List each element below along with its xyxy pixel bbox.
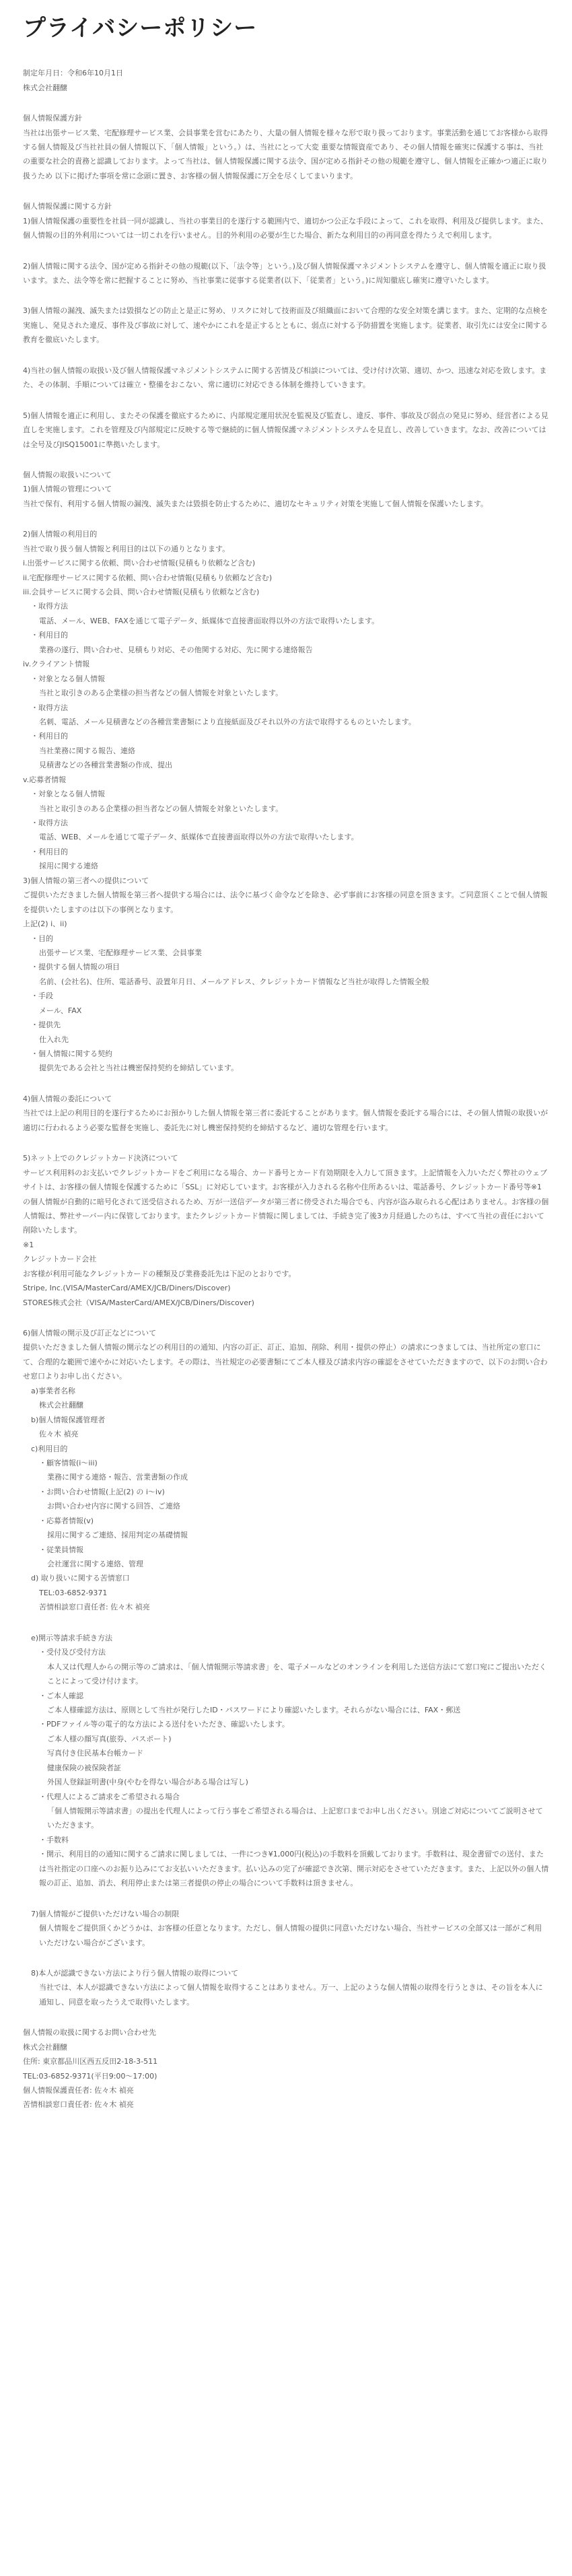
list-item: お客様が利用可能なクレジットカードの種類及び業務委託先は下記のとおりです。 — [23, 1269, 296, 1278]
list-item: ・目的 — [31, 934, 53, 943]
section-limitation — [23, 1907, 549, 1950]
section-heading: 個人情報保護方針 — [23, 114, 82, 123]
list-item: ・お問い合わせ情報(上記(2) の i〜iv) — [39, 1487, 165, 1496]
list-item: ・取得方法 — [31, 602, 68, 611]
list-item: d) 取り扱いに関する苦情窓口 — [31, 1574, 130, 1583]
list-item: a)事業者名称 — [31, 1386, 76, 1395]
list-item: ・ご本人確認 — [39, 1691, 83, 1700]
list-item: 電話、WEB、メールを通じて電子データ、紙媒体で直接書面取得以外の方法で取得いたします。 — [39, 833, 359, 842]
contact-complaint-manager: 苦情相談窓口責任者: 佐々木 禎亮 — [23, 2100, 134, 2110]
section-heading: 個人情報の取扱いについて — [23, 470, 112, 479]
list-item: ・手段 — [31, 991, 53, 1001]
policy-item-4: 4)当社の個人情報の取扱い及び個人情報保護マネジメントシステムに関する苦情及び相談については、受け付け次第、適切、かつ、迅速な対応を致します。また、その体制、手順については確立・整備をおこない、常に適切に対応できる体制を維持していきます。 — [23, 365, 547, 390]
section-handling-policy — [23, 199, 549, 242]
subsection-heading: 8)本人が認識できない方法により行う個人情報の取得について — [31, 1968, 239, 1978]
list-item: ・従業員情報 — [39, 1545, 83, 1554]
list-item: 佐々木 禎亮 — [39, 1430, 79, 1439]
list-item: ・開示、利用目的の通知に関するご請求に関しましては、一件につき¥1,000円(税込)の手数料を頂戴しております。手数料は、現金書留での送付、または当社指定の口座へのお振り込みにてお支払いいただきます。払い込みの完了が確認でき次第、開示対応をさせていただきます。また、上記以外の個人情報の訂正、追加、消去、利用停止または第三者提供の停止の場合について手数料は頂きません。 — [39, 1850, 549, 1888]
list-item: iii.会員サービスに関する会員、問い合わせ情報(見積もり依頼など含む) — [23, 588, 260, 596]
policy-meta — [23, 66, 549, 95]
list-item: 上記(2) i、ii) — [23, 919, 67, 929]
list-item: 苦情相談窓口責任者: 佐々木 禎亮 — [39, 1603, 150, 1612]
footnote-mark: ※1 — [23, 1240, 34, 1249]
list-item: 写真付き住民基本台帳カード — [47, 1749, 143, 1758]
list-item: ・提供する個人情報の項目 — [31, 963, 120, 972]
contact-heading: 個人情報の取扱に関するお問い合わせ先 — [23, 2028, 156, 2038]
policy-item-5: 5)個人情報を適正に利用し、またその保護を徹底するために、内部規定運用状況を監視及び監査し、違反、事件、事故及び弱点の発見に努め、経営者による見直しを実施します。これを管理及び内部規定に反映する等で継続的に個人情報保護マネジメントシステムを見直し、改善していきます。なお、改善についてはは全号及びJISQ15001に準拠いたします。 — [23, 411, 548, 449]
policy-item-2-block — [23, 259, 549, 288]
list-item: メール、FAX — [39, 1006, 82, 1015]
list-item: 会社運営に関する連絡、管理 — [47, 1560, 143, 1568]
list-item: ・取得方法 — [31, 703, 68, 712]
policy-item-2: 2)個人情報に関する法令、国が定める指針その他の規範(以下、「法令等」という。)及び個人情報保護マネジメントシステムを遵守し、個人情報を適正に取り扱います。また、法令等を常に把握することに努め、当社事業に従事する従業者(以下、「従業者」という。)に周知徹底し確実に遵守いたします。 — [23, 261, 546, 285]
subsection-heading: 3)個人情報の第三者への提供について — [23, 876, 149, 885]
list-item: ・受付及び受付方法 — [39, 1648, 106, 1657]
section-unrecognized-acquisition — [23, 1966, 549, 2009]
list-item: ・利用目的 — [31, 732, 68, 741]
subsection-heading: 7)個人情報がご提供いただけない場合の制限 — [31, 1909, 180, 1918]
list-item: 当社と取引きのある企業様の担当者などの個人情報を対象といたします。 — [39, 689, 283, 698]
subsection-heading: 4)個人情報の委託について — [23, 1094, 112, 1103]
list-item: 仕入れ先 — [39, 1035, 69, 1044]
section-contact — [23, 2025, 549, 2112]
list-item: ・個人情報に関する契約 — [31, 1049, 112, 1058]
section-body: 当社で保有、利用する個人情報の漏洩、滅失または毀損を防止するために、適切なセキュリティ対策を実施して個人情報を保護いたします。 — [23, 499, 489, 508]
company-name: 株式会社翻醸 — [23, 83, 67, 92]
list-item: 健康保険の被保険者証 — [47, 1763, 121, 1772]
subsection-heading: e)開示等請求手続き方法 — [31, 1633, 113, 1642]
section-heading: 個人情報保護に関する方針 — [23, 202, 112, 211]
enacted-date: 制定年月日：令和6年10月1日 — [23, 69, 123, 78]
list-item: ・取得方法 — [31, 819, 68, 827]
list-item: 名刺、電話、メール見積書などの各種営業書類により直接紙面及びそれ以外の方法で取得するものといたします。 — [39, 717, 416, 726]
list-item: ・提供先 — [31, 1020, 61, 1030]
section-disclosure — [23, 1326, 549, 1615]
list-item: 当社業務に関する報告、連絡 — [39, 746, 135, 755]
list-item: 提供先である会社と当社は機密保持契約を締結しています。 — [39, 1064, 239, 1073]
section-management — [23, 468, 549, 511]
list-item: 名前、(会社名)、住所、電話番号、設置年月日、メールアドレス、クレジットカード情報など当社が取得した情報全般 — [39, 977, 429, 986]
list-item: ・応募者情報(v) — [39, 1516, 94, 1525]
section-procedure — [23, 1631, 549, 1891]
list-item: ・利用目的 — [31, 847, 68, 856]
list-item: 出張サービス業、宅配修理サービス業、会員事業 — [39, 948, 202, 957]
list-item: ・代理人によるご請求をご希望される場合 — [39, 1792, 180, 1801]
list-item: 当社と取引きのある企業様の担当者などの個人情報を対象といたします。 — [39, 804, 283, 813]
contact-company: 株式会社翻醸 — [23, 2042, 67, 2052]
subsection-heading: 2)個人情報の利用目的 — [23, 530, 98, 539]
section-third-party — [23, 874, 549, 1076]
list-item: ご本人様確認方法は、原則として当社が発行したID・パスワードにより確認いたします。それらがない場合には、FAX・郵送 — [47, 1705, 461, 1714]
list-item: STORES株式会社（VISA/MasterCard/AMEX/JCB/Diners/Discover) — [23, 1298, 254, 1307]
section-purpose — [23, 527, 549, 874]
list-item: ・対象となる個人情報 — [31, 790, 105, 799]
list-item: ・顧客情報(i〜iii) — [39, 1458, 98, 1467]
section-body: 当社では、本人が認識できない方法によって個人情報を取得することはありません。万一、上記のような個人情報の取得を行うときは、その旨を本人に通知し、同意を取ったうえで取得いたします。 — [39, 1983, 543, 2007]
subsection-heading: 1)個人情報の管理について — [23, 485, 112, 494]
contact-address: 住所: 東京都品川区西五反田2-18-3-511 — [23, 2057, 158, 2066]
list-item: 業務の遂行、問い合わせ、見積もり対応、その他関する対応、先に関する連絡報告 — [39, 645, 313, 654]
policy-item-3-block — [23, 304, 549, 347]
list-item: 採用に関する連絡 — [39, 862, 98, 871]
section-body: サービス利用料のお支払いでクレジットカードをご利用になる場合、カード番号とカード有効期限を入力して頂きます。上記情報を入力いただく弊社のウェブサイトは、お客様の個人情報を保護するために「SSL」に対応しています。お客様が入力される名称や住所あるいは、電話番号、クレジットカード番号等※1の個人情報が自動的に暗号化されて送受信されるため、万が一送信データが第三者に傍受された場合でも、内容が盗み取られる心配はありません。お客様の個人情報は、弊社サーバー内に保管しております。またクレジットカード情報に関しましては、手続き完了後3カ月経過したのちは、すべて当社の責任において削除いたします。 — [23, 1168, 549, 1235]
page-title: プライバシーポリシー — [23, 15, 258, 42]
list-item: 本人又は代理人からの開示等のご請求は、「個人情報開示等請求書」を、電子メールなどのオンラインを利用した送信方法にて窓口宛にご提出いただくことによって受け付けます。 — [47, 1662, 546, 1686]
section-body: 当社は出張サービス業、宅配修理サービス業、会員事業を営むにあたり、大量の個人情報を様々な形で取り扱っております。事業活動を通じてお客様から取得する個人情報及び当社社員の個人情報以下、「個人情報」という。）は、当社にとって大変 重要な情報資産であり、その個人情報を確実に保護する事は、当社の重要な社会的責務と認識しております。よって当社は、個人情報保護に関する法令、国が定める指針その他の規範を遵守し、個人情報を正確かつ適正に取り扱うため 以下に掲げた事項を常に念頭に置き、お客様の個人情報保護に万全を尽くしてまいります。 — [23, 128, 548, 180]
section-body: 提供いただきました個人情報の開示などの利用目的の通知、内容の訂正、訂正、追加、削除、利用・提供の停止）の請求につきましては、当社所定の窓口にて、合理的な範囲で速やかに対応いたします。その際は、当社規定の必要書類にてご本人様及び請求内容の確認をさせていただきますので、以下のお問い合わせ窓口よりお申し出ください。 — [23, 1343, 548, 1381]
list-item: 当社で取り扱う個人情報と利用目的は以下の通りとなります。 — [23, 544, 230, 553]
list-item: 業務に関する連絡・報告、営業書類の作成 — [47, 1473, 188, 1482]
list-item: ご本人様の顔写真(旅券、パスポート) — [47, 1734, 172, 1743]
list-item: ・手数料 — [39, 1835, 69, 1844]
list-item: iv.クライアント情報 — [23, 660, 90, 669]
list-item: c)利用目的 — [31, 1444, 68, 1453]
section-body: 当社では上記の利用目的を遂行するためにお預かりした個人情報を第三者に委託することがあります。個人情報を委託する場合には、その個人情報の取扱いが適切に行われるよう必要な監督を実施し、委託先に対し機密保持契約を締結するなど、適切な管理を行います。 — [23, 1109, 548, 1132]
list-item: ・PDFファイル等の電子的な方法による送付をいただき、確認いたします。 — [39, 1720, 289, 1729]
section-body: 個人情報をご提供頂くかどうかは、お客様の任意となります。ただし、個人情報の提供に同意いただけない場合、当社サービスの全部又は一部がご利用いただけない場合がございます。 — [39, 1924, 542, 1947]
subsection-heading: 6)個人情報の開示及び訂正などについて — [23, 1329, 157, 1337]
section-credit-card — [23, 1151, 549, 1310]
contact-phone: TEL:03-6852-9371(平日9:00〜17:00) — [23, 2071, 157, 2081]
list-item: Stripe, Inc.(VISA/MasterCard/AMEX/JCB/Diners/Discover) — [23, 1284, 231, 1293]
list-item: 外国人登録証明書(中身(やむを得ない場合がある場合は写し) — [47, 1778, 248, 1787]
list-item: お問い合わせ内容に関する回答、ご連絡 — [47, 1502, 180, 1511]
list-item: TEL:03-6852-9371 — [39, 1588, 108, 1597]
list-item: ・対象となる個人情報 — [31, 674, 105, 683]
list-item: 採用に関するご連絡、採用判定の基礎情報 — [47, 1531, 188, 1540]
list-item: 株式会社翻醸 — [39, 1401, 83, 1410]
subsection-heading: 5)ネット上でのクレジットカード決済について — [23, 1154, 178, 1163]
contact-privacy-manager: 個人情報保護責任者: 佐々木 禎亮 — [23, 2086, 134, 2095]
list-item: 「個人情報開示等請求書」の提出を代理人によって行う事をご希望される場合は、上記窓口までお申し出ください。別途ご対応についてご説明させていただきます。 — [47, 1807, 543, 1830]
list-item: 電話、メール、WEB、FAXを通じて電子データ、紙媒体で直接書面取得以外の方法で取得いたします。 — [39, 616, 380, 625]
list-item: b)個人情報保護管理者 — [31, 1415, 106, 1424]
section-protection-policy — [23, 111, 549, 183]
policy-item-1: 1)個人情報保護の重要性を社員一同が認識し、当社の事業目的を遂行する範囲内で、適切かつ公正な手段によって、これを取得、利用及び提供します。また、個人情報の目的外利用については一切これを行いません。目的外利用の必要が生じた場合、新たな利用目的の再同意を得たうえで利用します。 — [23, 216, 548, 240]
list-item: i.出張サービスに関する依頼、問い合わせ情報(見積もり依頼など含む) — [23, 559, 256, 568]
list-item: ・利用目的 — [31, 631, 68, 640]
list-item: ii.宅配修理サービスに関する依頼、問い合わせ情報(見積もり依頼など含む) — [23, 573, 273, 582]
list-item: 見積書などの各種営業書類の作成、提出 — [39, 761, 172, 770]
list-item: クレジットカード会社 — [23, 1255, 97, 1264]
section-entrust — [23, 1092, 549, 1135]
policy-item-5-block — [23, 409, 549, 452]
policy-item-4-block — [23, 363, 549, 392]
list-item: v.応募者情報 — [23, 775, 67, 784]
section-body: ご提供いただきました個人情報を第三者へ提供する場合には、法令に基づく命令などを除き、必ず事前にお客様の同意を頂きます。ご同意頂くことで個人情報を提供いたしますのは以下の事例となります。 — [23, 891, 548, 914]
policy-item-3: 3)個人情報の漏洩、滅失または毀損などの防止と是正に努め、リスクに対して技術面及び組織面において合理的な安全対策を講じます。また、定期的な点検を実施し、発見された違反、事件及び事故に対して、速やかにこれを是正するとともに、弱点に対する予防措置を実施します。従業者、取引先には安全に関する教育を徹底いたします。 — [23, 306, 548, 345]
